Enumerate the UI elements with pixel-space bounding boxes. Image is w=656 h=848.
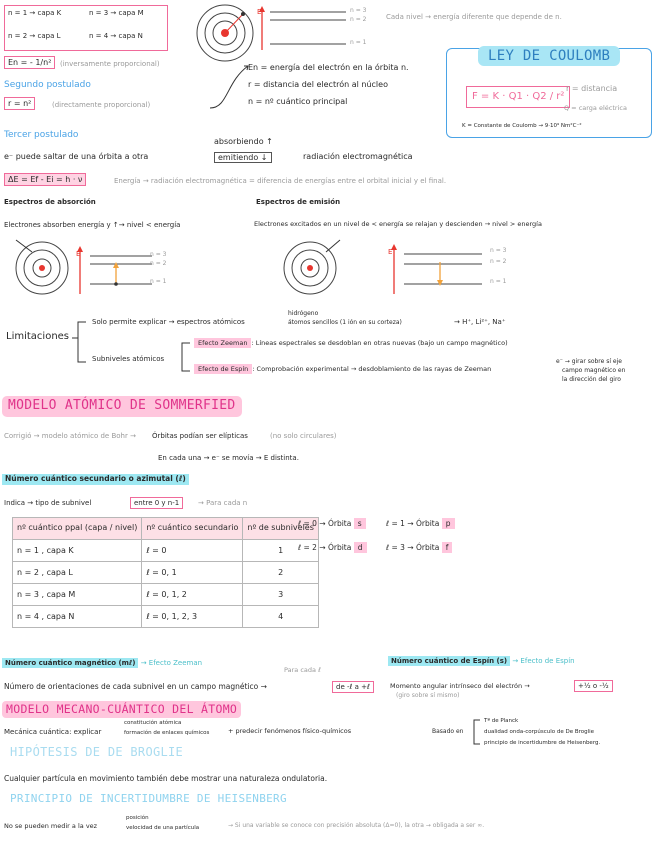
table-cell: ℓ = 0, 1 bbox=[142, 562, 243, 584]
emission-desc: Electrones excitados en un nivel de < energía se relajan y descienden → nivel > energía bbox=[254, 220, 542, 228]
orbital-item bbox=[298, 520, 366, 529]
orbital-item bbox=[298, 544, 367, 553]
zeeman-row bbox=[194, 340, 508, 347]
table-row bbox=[13, 606, 319, 628]
table-cell: ℓ = 0, 1, 2 bbox=[142, 584, 243, 606]
sommerfeld-each: En cada una → e⁻ se movía → E distinta. bbox=[158, 454, 299, 462]
table-cell: 2 bbox=[243, 562, 319, 584]
absorption-diagram bbox=[2, 232, 202, 300]
magnetic-text: Número de orientaciones de cada subnivel en un campo magnético → bbox=[4, 682, 267, 691]
layer-pair: n = 2 → capa L bbox=[8, 32, 61, 40]
limitations-title: Limitaciones bbox=[6, 331, 70, 342]
energy-formula: En = - 1/n² bbox=[4, 56, 55, 69]
em-level: n = 2 bbox=[490, 258, 507, 265]
orbital-label: ℓ = 0 → Órbita bbox=[298, 519, 352, 528]
delta-desc: Energía → radiación electromagnética = diferencia de energías entre el orbital inicial y el final. bbox=[114, 177, 447, 185]
subnivel-brace bbox=[176, 341, 192, 375]
magnetic-for-each: Para cada ℓ bbox=[284, 666, 321, 674]
table-cell: n = 3 , capa M bbox=[13, 584, 142, 606]
coulomb-formula: F = K · Q1 · Q2 / r² bbox=[466, 86, 570, 108]
magnetic-effect: → Efecto Zeeman bbox=[140, 659, 203, 667]
based-item: principio de incertidumbre de Heisenberg. bbox=[484, 740, 601, 746]
spin-text: Momento angular intrínseco del electrón → bbox=[390, 682, 530, 690]
quantum-mech-top: constitución atómica bbox=[124, 720, 182, 726]
option-emitting: emitiendo ↓ bbox=[214, 152, 272, 163]
zeeman-text: : Líneas espectrales se desdoblan en otras nuevas (bajo un campo magnético) bbox=[251, 339, 508, 347]
legend-item: En = energía del electrón en la órbita n. bbox=[248, 63, 409, 72]
spin-text: : Comprobación experimental → desdoblamiento de las rayas de Zeeman bbox=[252, 365, 492, 373]
based-item: Tª de Planck bbox=[484, 718, 519, 724]
orbital-item bbox=[386, 520, 455, 529]
heis-bottom: velocidad de una partícula bbox=[126, 825, 200, 831]
limitation-1-bottom: átomos sencillos (1 ión en su corteza) bbox=[288, 319, 402, 326]
orbital-label: ℓ = 1 → Órbita bbox=[386, 519, 440, 528]
secondary-per-n: → Para cada n bbox=[198, 499, 248, 507]
svg-text:E: E bbox=[76, 250, 81, 258]
quantum-title: MODELO MECANO-CUÁNTICO DEL ÁTOMO bbox=[2, 701, 241, 718]
level-note: Cada nivel → energía diferente que depende de n. bbox=[386, 13, 562, 21]
emission-diagram bbox=[270, 232, 490, 300]
table-cell: ℓ = 0, 1, 2, 3 bbox=[142, 606, 243, 628]
abs-level: n = 3 bbox=[150, 251, 167, 258]
sommerfeld-orbits-note: (no solo circulares) bbox=[270, 432, 337, 440]
sommerfeld-title: MODELO ATÓMICO DE SOMMERFIED bbox=[2, 396, 242, 417]
heisenberg-text: No se pueden medir a la vez bbox=[4, 822, 98, 830]
em-level: n = 3 bbox=[490, 247, 507, 254]
based-item: dualidad onda-corpúsculo de De Broglie bbox=[484, 729, 595, 735]
magnetic-title: Número cuántico magnético (mℓ) bbox=[2, 658, 138, 668]
table-cell: 3 bbox=[243, 584, 319, 606]
bohr-atom-diagram bbox=[185, 0, 265, 62]
limitation-1: Solo permite explicar → espectros atómicos bbox=[92, 318, 245, 326]
spin-text-note: (giro sobre sí mismo) bbox=[396, 692, 460, 699]
radiation-text: radiación electromagnética bbox=[303, 152, 413, 161]
spin-header bbox=[388, 657, 575, 665]
quantum-mech: Mecánica cuántica: explicar bbox=[4, 728, 102, 736]
table-cell: ℓ = 0 bbox=[142, 540, 243, 562]
table-header-row bbox=[13, 518, 319, 540]
limitations-brace bbox=[72, 318, 94, 366]
delta-formula: ΔE = Ef - Ei = h · ν bbox=[4, 173, 86, 186]
level-label: n = 1 bbox=[350, 39, 367, 46]
quantum-mech-end: + predecir fenómenos físico-químicos bbox=[228, 727, 352, 735]
coulomb-title: LEY DE COULOMB bbox=[478, 46, 620, 66]
table-cell: n = 1 , capa K bbox=[13, 540, 142, 562]
table-header: nº cuántico secundario bbox=[142, 518, 243, 540]
coulomb-k-def: K = Constante de Coulomb → 9·10⁹ Nm²C⁻² bbox=[462, 123, 582, 129]
spin-row bbox=[194, 366, 491, 373]
legend-brace bbox=[208, 62, 252, 110]
table-cell: n = 4 , capa N bbox=[13, 606, 142, 628]
quantum-mech-bottom: formación de enlaces químicos bbox=[124, 730, 210, 736]
table-row bbox=[13, 540, 319, 562]
table-cell: n = 2 , capa L bbox=[13, 562, 142, 584]
radius-formula-note: (directamente proporcional) bbox=[52, 101, 151, 109]
orbital-label: ℓ = 3 → Órbita bbox=[386, 543, 440, 552]
legend-item: n = nº cuántico principal bbox=[248, 97, 348, 106]
secondary-range: entre 0 y n-1 bbox=[130, 497, 183, 509]
heisenberg-title: PRINCIPIO DE INCERTIDUMBRE DE HEISENBERG bbox=[10, 792, 287, 805]
limitation-1-top: hidrógeno bbox=[288, 310, 319, 317]
broglie-text: Cualquier partícula en movimiento también debe mostrar una naturaleza ondulatoria. bbox=[4, 774, 328, 783]
spin-note: campo magnético en bbox=[562, 367, 626, 374]
absorption-desc: Electrones absorben energía y ↑→ nivel < energía bbox=[4, 221, 181, 229]
orbital-symbol: d bbox=[354, 542, 367, 553]
orbital-item bbox=[386, 544, 452, 553]
table-cell: 4 bbox=[243, 606, 319, 628]
limitation-1-ions: → H⁺, Li²⁺, Na⁺ bbox=[454, 318, 506, 326]
orbital-symbol: f bbox=[442, 542, 453, 553]
sommerfeld-corrected: Corrigió → modelo atómico de Bohr → bbox=[4, 432, 136, 440]
absorption-title: Espectros de absorción bbox=[4, 198, 96, 206]
zeeman-label: Efecto Zeeman bbox=[194, 338, 251, 348]
legend-item: r = distancia del electrón al núcleo bbox=[248, 80, 388, 89]
sommerfeld-orbits: Órbitas podían ser elípticas bbox=[152, 432, 248, 440]
emission-title: Espectros de emisión bbox=[256, 198, 341, 206]
svg-text:E: E bbox=[257, 8, 262, 16]
spin-note: la dirección del giro bbox=[562, 376, 621, 383]
quantum-based: Basado en bbox=[432, 728, 464, 735]
energy-formula-note: (inversamente proporcional) bbox=[60, 60, 160, 68]
table-header: nº de subniveles bbox=[243, 518, 319, 540]
spin-note: e⁻ → girar sobre sí eje bbox=[556, 358, 622, 365]
spin-values: +½ o -½ bbox=[574, 680, 613, 692]
abs-level: n = 2 bbox=[150, 260, 167, 267]
heis-top: posición bbox=[126, 815, 149, 821]
layer-pair: n = 3 → capa M bbox=[89, 9, 144, 17]
table-cell: 1 bbox=[243, 540, 319, 562]
level-label: n = 3 bbox=[350, 7, 367, 14]
orbital-symbol: p bbox=[442, 518, 455, 529]
heis-end: → Si una variable se conoce con precisión absoluta (Δ=0), la otra → obligada a ser ∞. bbox=[228, 822, 485, 829]
em-level: n = 1 bbox=[490, 278, 507, 285]
layer-pair: n = 4 → capa N bbox=[89, 32, 143, 40]
limitation-2: Subniveles atómicos bbox=[92, 355, 165, 363]
broglie-title: HIPÓTESIS DE DE BROGLIE bbox=[10, 745, 184, 759]
coulomb-q-def: Q = carga eléctrica bbox=[564, 104, 627, 112]
magnetic-range: de -ℓ a +ℓ bbox=[332, 681, 374, 693]
table-header: nº cuántico ppal (capa / nivel) bbox=[13, 518, 142, 540]
svg-text:E: E bbox=[388, 248, 393, 256]
spin-title: Número cuántico de Espín (s) bbox=[388, 656, 510, 666]
spin-effect: → Efecto de Espín bbox=[512, 657, 575, 665]
spin-label: Efecto de Espín bbox=[194, 364, 252, 374]
secondary-indicates: Indica → tipo de subnivel bbox=[4, 499, 92, 507]
table-row bbox=[13, 584, 319, 606]
orbital-symbol: s bbox=[354, 518, 366, 529]
based-brace bbox=[470, 718, 482, 748]
third-postulate-title: Tercer postulado bbox=[4, 130, 79, 140]
secondary-table bbox=[12, 517, 319, 628]
option-absorbing: absorbiendo ↑ bbox=[214, 137, 273, 146]
abs-level: n = 1 bbox=[150, 278, 167, 285]
magnetic-header bbox=[2, 659, 202, 667]
coulomb-r-def: r = distancia bbox=[566, 84, 618, 93]
third-text: e⁻ puede saltar de una órbita a otra bbox=[4, 152, 149, 161]
table-row bbox=[13, 562, 319, 584]
layer-pair: n = 1 → capa K bbox=[8, 9, 62, 17]
radius-formula: r = n² bbox=[4, 97, 35, 110]
secondary-title: Número cuántico secundario o azimutal (ℓ) bbox=[2, 474, 189, 485]
orbital-label: ℓ = 2 → Órbita bbox=[298, 543, 352, 552]
second-postulate-title: Segundo postulado bbox=[4, 80, 91, 90]
layers-box bbox=[4, 5, 168, 51]
level-label: n = 2 bbox=[350, 16, 367, 23]
